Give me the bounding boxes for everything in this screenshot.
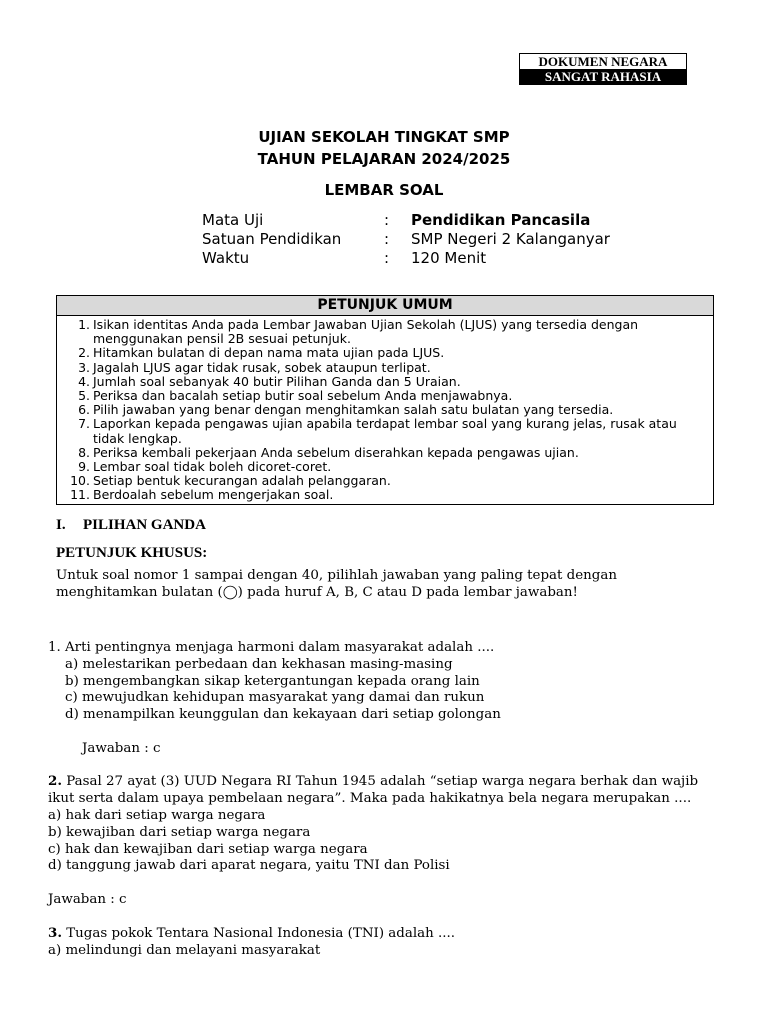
instruction-item	[57, 389, 713, 403]
question-number: 2.	[48, 773, 62, 789]
answer-option: c) hak dan kewajiban dari setiap warga negara	[48, 842, 368, 857]
instruction-number: 8.	[78, 444, 90, 460]
specific-instructions-heading: PETUNJUK KHUSUS:	[56, 545, 208, 561]
general-instructions-box	[56, 295, 714, 505]
instruction-text: Hitamkan bulatan di depan nama mata ujian pada LJUS.	[93, 345, 445, 361]
answer-option: c) mewujudkan kehidupan masyarakat yang damai dan rukun	[65, 690, 485, 705]
answer-key: Jawaban : c	[48, 892, 127, 907]
answer-option: b) kewajiban dari setiap warga negara	[48, 825, 311, 840]
instruction-text: Periksa dan bacalah setiap butir soal sebelum Anda menjawabnya.	[93, 388, 513, 404]
meta-separator: :	[384, 211, 390, 229]
instruction-number: 3.	[78, 359, 90, 375]
instruction-item	[57, 417, 713, 445]
instruction-text: Pilih jawaban yang benar dengan menghitamkan salah satu bulatan yang tersedia.	[93, 402, 614, 418]
answer-option: b) mengembangkan sikap ketergantungan kepada orang lain	[65, 674, 480, 689]
meta-value: Pendidikan Pancasila	[411, 211, 591, 229]
answer-option: a) hak dari setiap warga negara	[48, 808, 266, 823]
meta-key: Satuan Pendidikan	[202, 230, 342, 248]
section-number: I.	[56, 517, 66, 533]
instruction-number: 10.	[70, 473, 90, 489]
instruction-number: 1.	[78, 317, 90, 332]
instruction-item	[57, 403, 713, 417]
instruction-number: 4.	[78, 373, 90, 389]
badge-line-2: SANGAT RAHASIA	[520, 69, 686, 84]
question-number: 3.	[48, 925, 62, 941]
meta-separator: :	[384, 230, 390, 248]
instruction-item	[57, 318, 713, 346]
answer-key: Jawaban : c	[82, 741, 161, 756]
instruction-item	[57, 361, 713, 375]
instruction-item	[57, 474, 713, 488]
question-text: Arti pentingnya menjaga harmoni dalam masyarakat adalah ....	[65, 640, 495, 655]
question-number: 1.	[48, 640, 61, 655]
academic-year: TAHUN PELAJARAN 2024/2025	[257, 150, 511, 168]
sheet-title: LEMBAR SOAL	[324, 181, 444, 199]
exam-title: UJIAN SEKOLAH TINGKAT SMP	[258, 128, 510, 146]
question-block	[48, 925, 728, 942]
meta-value: SMP Negeri 2 Kalanganyar	[411, 230, 610, 248]
answer-option: d) tanggung jawab dari aparat negara, yaitu TNI dan Polisi	[48, 858, 450, 873]
instruction-item	[57, 375, 713, 389]
instruction-text: Laporkan kepada pengawas ujian apabila terdapat lembar soal yang kurang jelas, rusak atau tidak lengkap.	[93, 416, 677, 446]
instruction-text: Periksa kembali pekerjaan Anda sebelum diserahkan kepada pengawas ujian.	[93, 444, 579, 460]
instruction-text: Berdoalah sebelum mengerjakan soal.	[93, 487, 334, 503]
instruction-text: Jagalah LJUS agar tidak rusak, sobek ataupun terlipat.	[93, 359, 431, 375]
instruction-number: 9.	[78, 459, 90, 475]
meta-row-school	[202, 230, 722, 249]
instruction-number: 5.	[78, 388, 90, 404]
classification-badge	[519, 53, 687, 85]
badge-line-1: DOKUMEN NEGARA	[538, 54, 668, 69]
instruction-text: Jumlah soal sebanyak 40 butir Pilihan Ganda dan 5 Uraian.	[93, 373, 461, 389]
meta-value: 120 Menit	[411, 249, 487, 267]
instruction-number: 6.	[78, 402, 90, 418]
question-block	[48, 773, 728, 807]
instruction-item	[57, 460, 713, 474]
meta-row-time	[202, 249, 722, 268]
specific-instructions-text: Untuk soal nomor 1 sampai dengan 40, pilihlah jawaban yang paling tepat dengan menghitamkan bulatan (◯) pada huruf A, B, C atau D pada lembar jawaban!	[56, 568, 617, 600]
meta-row-subject	[202, 211, 722, 230]
meta-key: Mata Uji	[202, 211, 264, 229]
meta-key: Waktu	[202, 249, 250, 267]
instruction-text: Setiap bentuk kecurangan adalah pelanggaran.	[93, 473, 391, 489]
instruction-number: 7.	[78, 416, 90, 432]
instruction-item	[57, 488, 713, 502]
instruction-item	[57, 446, 713, 460]
answer-option: d) menampilkan keunggulan dan kekayaan dari setiap golongan	[65, 707, 501, 722]
instruction-number: 2.	[78, 345, 90, 361]
instruction-text: Isikan identitas Anda pada Lembar Jawaban Ujian Sekolah (LJUS) yang tersedia dengan menggunakan pensil 2B sesuai petunjuk.	[93, 317, 639, 347]
question-text: Tugas pokok Tentara Nasional Indonesia (TNI) adalah ....	[66, 926, 456, 941]
meta-separator: :	[384, 249, 390, 267]
instruction-item	[57, 346, 713, 360]
general-instructions-heading: PETUNJUK UMUM	[57, 296, 713, 316]
answer-option: a) melestarikan perbedaan dan kekhasan masing-masing	[65, 657, 453, 672]
answer-option: a) melindungi dan melayani masyarakat	[48, 943, 321, 958]
general-instructions-list	[57, 316, 713, 503]
question-text: Pasal 27 ayat (3) UUD Negara RI Tahun 1945 adalah “setiap warga negara berhak dan wajib ikut serta dalam upaya pembelaan negara”. Maka pada hakikatnya bela negara merupakan ....	[48, 774, 699, 806]
instruction-number: 11.	[70, 487, 90, 503]
instruction-text: Lembar soal tidak boleh dicoret-coret.	[93, 459, 332, 475]
section-title: PILIHAN GANDA	[83, 517, 206, 533]
